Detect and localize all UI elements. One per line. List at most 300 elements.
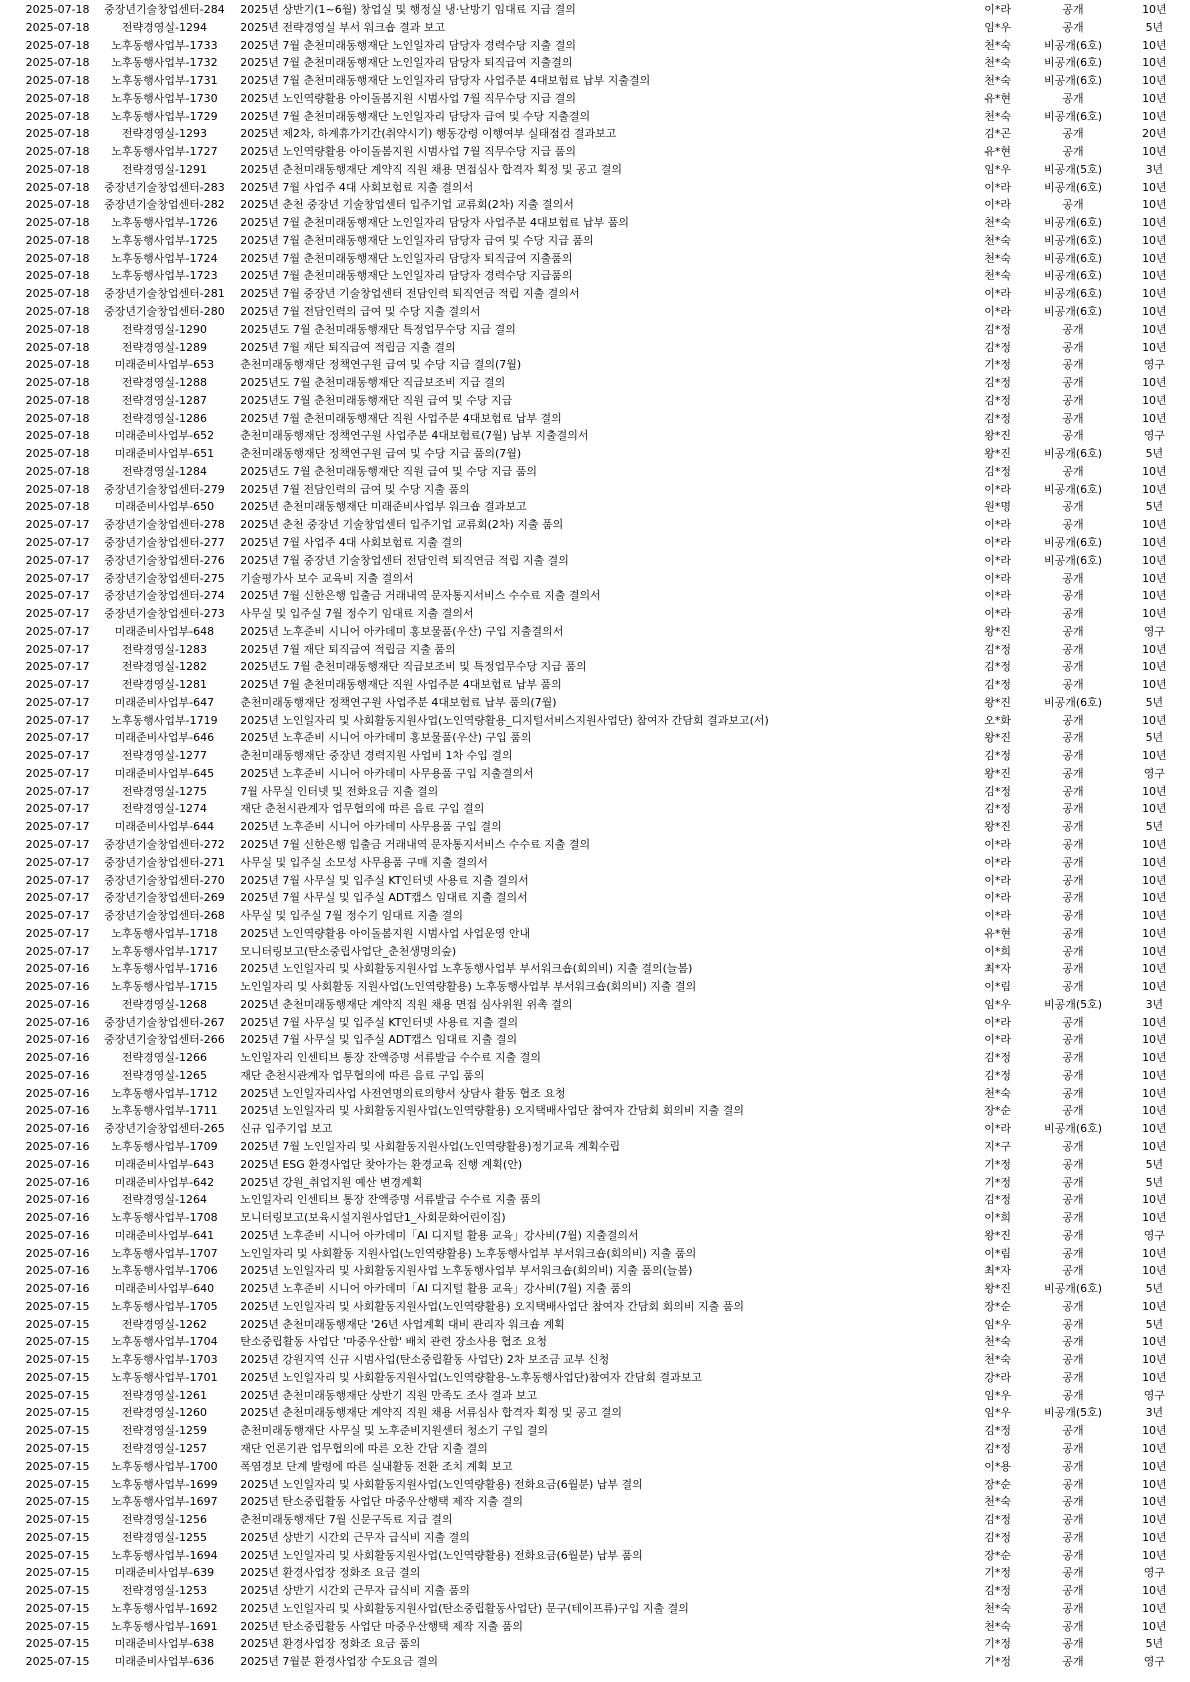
department-doc-number-cell: 노후동행사업부-1717 <box>111 944 218 958</box>
disclosure-status-cell: 비공개(6호) <box>1043 251 1103 265</box>
department-doc-number-cell: 중장년기술창업센터-275 <box>104 571 225 585</box>
retention-period-cell: 영구 <box>1143 358 1165 372</box>
author-cell: 왕*진 <box>984 624 1011 638</box>
table-row <box>0 729 1190 747</box>
table-row <box>0 161 1190 179</box>
document-title-cell: 2025년 노인일자리 및 사회활동지원사업 노후동행사업부 부서워크숍(회의비) 지출 품의(늘봄) <box>240 1264 693 1278</box>
author-cell: 천*숙 <box>984 233 1011 247</box>
date-cell: 2025-07-18 <box>25 447 90 461</box>
author-cell: 이*라 <box>984 909 1011 923</box>
document-title-cell: 2025년 노인일자리 및 사회활동지원사업 노후동행사업부 부서워크숍(회의비) 지출 결의(늘봄) <box>240 962 693 976</box>
author-cell: 강*라 <box>984 1370 1011 1384</box>
retention-period-cell: 5년 <box>1145 1157 1164 1171</box>
document-title-cell: 2025년 강원지역 신규 시범사업(탄소중립활동 사업단) 2차 보조금 교부 신청 <box>240 1353 610 1367</box>
retention-period-cell: 10년 <box>1142 1211 1167 1225</box>
disclosure-status-cell: 비공개(6호) <box>1043 109 1103 123</box>
disclosure-status-cell: 공개 <box>1062 1193 1084 1207</box>
disclosure-status-cell: 공개 <box>1062 429 1084 443</box>
table-row <box>0 658 1190 676</box>
document-title-cell: 2025년도 7월 춘천미래동행재단 직원 급여 및 수당 지급 <box>240 393 513 407</box>
department-doc-number-cell: 미래준비사업부-651 <box>114 447 215 461</box>
retention-period-cell: 10년 <box>1142 1530 1167 1544</box>
retention-period-cell: 10년 <box>1142 1104 1167 1118</box>
retention-period-cell: 10년 <box>1142 837 1167 851</box>
document-title-cell: 모니터링보고(탄소중립사업단_춘천생명의숲) <box>240 944 457 958</box>
department-doc-number-cell: 노후동행사업부-1725 <box>111 233 218 247</box>
retention-period-cell: 10년 <box>1142 589 1167 603</box>
retention-period-cell: 10년 <box>1142 340 1167 354</box>
date-cell: 2025-07-18 <box>25 482 90 496</box>
author-cell: 김*정 <box>984 1193 1011 1207</box>
author-cell: 김*정 <box>984 411 1011 425</box>
retention-period-cell: 10년 <box>1142 571 1167 585</box>
document-title-cell: 2025년 노후준비 시니어 아카데미 사무용품 구입 결의 <box>240 820 502 834</box>
document-title-cell: 2025년 7월 춘천미래동행재단 노인일자리 담당자 경력수당 지급품의 <box>240 269 573 283</box>
date-cell: 2025-07-18 <box>25 109 90 123</box>
department-doc-number-cell: 노후동행사업부-1707 <box>111 1246 218 1260</box>
disclosure-status-cell: 공개 <box>1062 820 1084 834</box>
disclosure-status-cell: 비공개(6호) <box>1043 233 1103 247</box>
retention-period-cell: 5년 <box>1145 695 1164 709</box>
table-row <box>0 854 1190 872</box>
retention-period-cell: 10년 <box>1142 1495 1167 1509</box>
document-title-cell: 2025년 7월 춘천미래동행재단 직원 사업주분 4대보험료 납부 결의 <box>240 411 562 425</box>
date-cell: 2025-07-18 <box>25 91 90 105</box>
disclosure-status-cell: 공개 <box>1062 944 1084 958</box>
disclosure-status-cell: 공개 <box>1062 1317 1084 1331</box>
author-cell: 천*숙 <box>984 1353 1011 1367</box>
author-cell: 이*라 <box>984 1015 1011 1029</box>
author-cell: 기*정 <box>984 358 1011 372</box>
author-cell: 김*정 <box>984 464 1011 478</box>
date-cell: 2025-07-18 <box>25 180 90 194</box>
author-cell: 이*라 <box>984 855 1011 869</box>
department-doc-number-cell: 전략경영실-1288 <box>121 376 207 390</box>
table-row <box>0 1245 1190 1263</box>
retention-period-cell: 10년 <box>1142 660 1167 674</box>
author-cell: 천*숙 <box>984 1086 1011 1100</box>
document-title-cell: 춘천미래동행재단 정책연구원 급여 및 수당 지급 결의(7월) <box>240 358 522 372</box>
table-row <box>0 37 1190 55</box>
document-title-cell: 노인일자리 및 사회활동 지원사업(노인역량활용) 노후동행사업부 부서워크숍(회의비) 지출 결의 <box>240 980 697 994</box>
document-title-cell: 2025년 노후준비 시니어 아카데미「AI 디지털 활용 교육」강사비(7월) 지출결의서 <box>240 1228 639 1242</box>
retention-period-cell: 10년 <box>1142 411 1167 425</box>
author-cell: 김*정 <box>984 784 1011 798</box>
department-doc-number-cell: 노후동행사업부-1724 <box>111 251 218 265</box>
department-doc-number-cell: 중장년기술창업센터-271 <box>104 855 225 869</box>
retention-period-cell: 10년 <box>1142 642 1167 656</box>
author-cell: 김*정 <box>984 642 1011 656</box>
department-doc-number-cell: 중장년기술창업센터-274 <box>104 589 225 603</box>
date-cell: 2025-07-18 <box>25 305 90 319</box>
table-row <box>0 1529 1190 1547</box>
retention-period-cell: 3년 <box>1145 1406 1164 1420</box>
retention-period-cell: 10년 <box>1142 1459 1167 1473</box>
document-title-cell: 2025년 7월 사업주 4대 사회보험료 지출 결의서 <box>240 180 474 194</box>
date-cell: 2025-07-18 <box>25 38 90 52</box>
date-cell: 2025-07-15 <box>25 1459 90 1473</box>
department-doc-number-cell: 노후동행사업부-1705 <box>111 1299 218 1313</box>
retention-period-cell: 10년 <box>1142 1299 1167 1313</box>
date-cell: 2025-07-15 <box>25 1495 90 1509</box>
department-doc-number-cell: 전략경영실-1277 <box>121 749 207 763</box>
retention-period-cell: 10년 <box>1142 56 1167 70</box>
retention-period-cell: 5년 <box>1145 1282 1164 1296</box>
disclosure-status-cell: 비공개(6호) <box>1043 74 1103 88</box>
table-row <box>0 1511 1190 1529</box>
department-doc-number-cell: 전략경영실-1264 <box>121 1193 207 1207</box>
document-title-cell: 사무실 및 입주실 7월 정수기 임대료 지출 결의서 <box>240 607 474 621</box>
retention-period-cell: 10년 <box>1142 962 1167 976</box>
disclosure-status-cell: 공개 <box>1062 500 1084 514</box>
table-row <box>0 907 1190 925</box>
table-row <box>0 1600 1190 1618</box>
table-row <box>0 1 1190 19</box>
document-title-cell: 2025년 노인일자리사업 사전연명의료의향서 상담사 활동 협조 요청 <box>240 1086 566 1100</box>
author-cell: 이*라 <box>984 571 1011 585</box>
date-cell: 2025-07-16 <box>25 1282 90 1296</box>
disclosure-status-cell: 비공개(5호) <box>1043 1406 1103 1420</box>
date-cell: 2025-07-15 <box>25 1370 90 1384</box>
document-title-cell: 2025년 7월 중장년 기술창업센터 전담인력 퇴직연금 적립 지출 결의 <box>240 553 569 567</box>
date-cell: 2025-07-18 <box>25 393 90 407</box>
retention-period-cell: 10년 <box>1142 607 1167 621</box>
department-doc-number-cell: 전략경영실-1259 <box>121 1424 207 1438</box>
table-row <box>0 570 1190 588</box>
retention-period-cell: 영구 <box>1143 624 1165 638</box>
table-row <box>0 1618 1190 1636</box>
table-row <box>0 1031 1190 1049</box>
records-table <box>0 1 1190 1671</box>
disclosure-status-cell: 공개 <box>1062 1264 1084 1278</box>
author-cell: 이*라 <box>984 873 1011 887</box>
date-cell: 2025-07-17 <box>25 607 90 621</box>
table-row <box>0 179 1190 197</box>
document-title-cell: 2025년도 7월 춘천미래동행재단 직급보조비 및 특정업무수당 지급 품의 <box>240 660 587 674</box>
retention-period-cell: 10년 <box>1142 518 1167 532</box>
disclosure-status-cell: 공개 <box>1062 589 1084 603</box>
table-row <box>0 90 1190 108</box>
retention-period-cell: 영구 <box>1143 1228 1165 1242</box>
disclosure-status-cell: 공개 <box>1062 1211 1084 1225</box>
disclosure-status-cell: 공개 <box>1062 1442 1084 1456</box>
department-doc-number-cell: 노후동행사업부-1715 <box>111 980 218 994</box>
retention-period-cell: 10년 <box>1142 376 1167 390</box>
document-title-cell: 2025년 7월 춘천미래동행재단 노인일자리 담당자 사업주분 4대보험료 납부 품의 <box>240 216 629 230</box>
date-cell: 2025-07-18 <box>25 500 90 514</box>
retention-period-cell: 10년 <box>1142 1548 1167 1562</box>
table-row <box>0 1102 1190 1120</box>
document-title-cell: 사무실 및 입주실 소모성 사무용품 구매 지출 결의서 <box>240 855 488 869</box>
retention-period-cell: 5년 <box>1145 731 1164 745</box>
retention-period-cell: 10년 <box>1142 891 1167 905</box>
table-row <box>0 889 1190 907</box>
date-cell: 2025-07-17 <box>25 678 90 692</box>
table-row <box>0 498 1190 516</box>
disclosure-status-cell: 비공개(6호) <box>1043 447 1103 461</box>
department-doc-number-cell: 노후동행사업부-1732 <box>111 56 218 70</box>
table-row <box>0 836 1190 854</box>
department-doc-number-cell: 노후동행사업부-1704 <box>111 1335 218 1349</box>
disclosure-status-cell: 비공개(6호) <box>1043 1122 1103 1136</box>
author-cell: 이*라 <box>984 180 1011 194</box>
author-cell: 김*정 <box>984 393 1011 407</box>
document-title-cell: 2025년도 7월 춘천미래동행재단 직급보조비 지급 결의 <box>240 376 506 390</box>
retention-period-cell: 10년 <box>1142 233 1167 247</box>
retention-period-cell: 영구 <box>1143 1388 1165 1402</box>
date-cell: 2025-07-17 <box>25 784 90 798</box>
disclosure-status-cell: 공개 <box>1062 873 1084 887</box>
retention-period-cell: 10년 <box>1142 1051 1167 1065</box>
document-title-cell: 2025년 노후준비 시니어 아카데미「AI 디지털 활용 교육」강사비(7월) 지출 품의 <box>240 1282 632 1296</box>
disclosure-status-cell: 공개 <box>1062 20 1084 34</box>
disclosure-status-cell: 공개 <box>1062 607 1084 621</box>
disclosure-status-cell: 공개 <box>1062 1068 1084 1082</box>
table-row <box>0 196 1190 214</box>
date-cell: 2025-07-17 <box>25 749 90 763</box>
date-cell: 2025-07-17 <box>25 837 90 851</box>
retention-period-cell: 10년 <box>1142 926 1167 940</box>
document-title-cell: 2025년 7월 중장년 기술창업센터 전담인력 퇴직연금 적립 지출 결의서 <box>240 287 580 301</box>
author-cell: 김*정 <box>984 322 1011 336</box>
document-title-cell: 2025년 7월 사무실 및 입주실 KT인터넷 사용료 지출 결의 <box>240 1015 519 1029</box>
table-row <box>0 1404 1190 1422</box>
department-doc-number-cell: 미래준비사업부-650 <box>114 500 215 514</box>
department-doc-number-cell: 중장년기술창업센터-266 <box>104 1033 225 1047</box>
author-cell: 이*라 <box>984 1033 1011 1047</box>
author-cell: 이*라 <box>984 1122 1011 1136</box>
document-title-cell: 2025년 7월 전담인력의 급여 및 수당 지출 결의서 <box>240 305 481 319</box>
author-cell: 김*정 <box>984 1442 1011 1456</box>
retention-period-cell: 10년 <box>1142 482 1167 496</box>
department-doc-number-cell: 노후동행사업부-1718 <box>111 926 218 940</box>
disclosure-status-cell: 공개 <box>1062 393 1084 407</box>
disclosure-status-cell: 공개 <box>1062 91 1084 105</box>
document-title-cell: 노인일자리 및 사회활동 지원사업(노인역량활용) 노후동행사업부 부서워크숍(회의비) 지출 품의 <box>240 1246 697 1260</box>
retention-period-cell: 10년 <box>1142 322 1167 336</box>
retention-period-cell: 10년 <box>1142 1193 1167 1207</box>
author-cell: 기*정 <box>984 1175 1011 1189</box>
department-doc-number-cell: 노후동행사업부-1729 <box>111 109 218 123</box>
author-cell: 천*숙 <box>984 1495 1011 1509</box>
department-doc-number-cell: 노후동행사업부-1711 <box>111 1104 218 1118</box>
document-title-cell: 노인일자리 인센티브 통장 잔액증명 서류발급 수수료 지출 결의 <box>240 1051 541 1065</box>
retention-period-cell: 10년 <box>1142 1370 1167 1384</box>
document-title-cell: 2025년 7월 춘천미래동행재단 직원 사업주분 4대보험료 납부 품의 <box>240 678 562 692</box>
date-cell: 2025-07-15 <box>25 1317 90 1331</box>
retention-period-cell: 10년 <box>1142 784 1167 798</box>
retention-period-cell: 10년 <box>1142 1513 1167 1527</box>
table-row <box>0 534 1190 552</box>
table-row <box>0 641 1190 659</box>
disclosure-status-cell: 공개 <box>1062 855 1084 869</box>
table-row <box>0 1387 1190 1405</box>
disclosure-status-cell: 공개 <box>1062 1015 1084 1029</box>
document-title-cell: 재단 춘천시관계자 업무협의에 따른 음료 구입 결의 <box>240 802 485 816</box>
table-row <box>0 1635 1190 1653</box>
document-title-cell: 2025년 노인역량활용 아이돌봄지원 시범사업 7월 직무수당 지급 결의 <box>240 91 576 105</box>
department-doc-number-cell: 전략경영실-1266 <box>121 1051 207 1065</box>
date-cell: 2025-07-16 <box>25 1228 90 1242</box>
date-cell: 2025-07-18 <box>25 127 90 141</box>
document-title-cell: 2025년 환경사업장 정화조 요금 결의 <box>240 1566 421 1580</box>
table-row <box>0 800 1190 818</box>
disclosure-status-cell: 공개 <box>1062 1051 1084 1065</box>
document-title-cell: 사무실 및 입주실 7월 정수기 임대료 지출 결의 <box>240 909 463 923</box>
document-title-cell: 춘천미래동행재단 중장년 경력지원 사업비 1차 수입 결의 <box>240 749 513 763</box>
department-doc-number-cell: 노후동행사업부-1730 <box>111 91 218 105</box>
document-title-cell: 2025년 노인역량활용 아이돌봄지원 시범사업 7월 직무수당 지급 품의 <box>240 145 576 159</box>
date-cell: 2025-07-15 <box>25 1548 90 1562</box>
disclosure-status-cell: 공개 <box>1062 1370 1084 1384</box>
date-cell: 2025-07-17 <box>25 553 90 567</box>
document-title-cell: 2025년 춘천 중장년 기술창업센터 입주기업 교류회(2차) 지출 결의서 <box>240 198 574 212</box>
department-doc-number-cell: 전략경영실-1257 <box>121 1442 207 1456</box>
author-cell: 임*우 <box>984 1317 1011 1331</box>
document-title-cell: 2025년 7월 춘천미래동행재단 노인일자리 담당자 퇴직급여 지출품의 <box>240 251 573 265</box>
disclosure-status-cell: 공개 <box>1062 376 1084 390</box>
disclosure-status-cell: 비공개(6호) <box>1043 287 1103 301</box>
retention-period-cell: 10년 <box>1142 91 1167 105</box>
date-cell: 2025-07-18 <box>25 322 90 336</box>
department-doc-number-cell: 전략경영실-1283 <box>121 642 207 656</box>
table-row <box>0 765 1190 783</box>
table-row <box>0 623 1190 641</box>
document-title-cell: 2025년 7월 사업주 4대 사회보험료 지출 결의 <box>240 535 463 549</box>
department-doc-number-cell: 중장년기술창업센터-273 <box>104 607 225 621</box>
table-row <box>0 1191 1190 1209</box>
disclosure-status-cell: 공개 <box>1062 1104 1084 1118</box>
author-cell: 왕*진 <box>984 695 1011 709</box>
date-cell: 2025-07-16 <box>25 1157 90 1171</box>
date-cell: 2025-07-17 <box>25 802 90 816</box>
author-cell: 왕*진 <box>984 1228 1011 1242</box>
document-title-cell: 2025년 노인일자리 및 사회활동지원사업(노인역량활용) 오지택배사업단 참여자 간담회 회의비 지출 품의 <box>240 1299 744 1313</box>
retention-period-cell: 5년 <box>1145 1637 1164 1651</box>
retention-period-cell: 10년 <box>1142 1601 1167 1615</box>
department-doc-number-cell: 중장년기술창업센터-265 <box>104 1122 225 1136</box>
table-row <box>0 481 1190 499</box>
disclosure-status-cell: 비공개(6호) <box>1043 180 1103 194</box>
disclosure-status-cell: 공개 <box>1062 891 1084 905</box>
date-cell: 2025-07-16 <box>25 1264 90 1278</box>
department-doc-number-cell: 미래준비사업부-643 <box>114 1157 215 1171</box>
table-row <box>0 818 1190 836</box>
date-cell: 2025-07-18 <box>25 269 90 283</box>
date-cell: 2025-07-18 <box>25 56 90 70</box>
disclosure-status-cell: 공개 <box>1062 145 1084 159</box>
department-doc-number-cell: 노후동행사업부-1701 <box>111 1370 218 1384</box>
department-doc-number-cell: 중장년기술창업센터-278 <box>104 518 225 532</box>
date-cell: 2025-07-15 <box>25 1637 90 1651</box>
retention-period-cell: 10년 <box>1142 535 1167 549</box>
retention-period-cell: 10년 <box>1142 1246 1167 1260</box>
department-doc-number-cell: 중장년기술창업센터-272 <box>104 837 225 851</box>
author-cell: 김*정 <box>984 802 1011 816</box>
author-cell: 이*림 <box>984 1246 1011 1260</box>
date-cell: 2025-07-15 <box>25 1584 90 1598</box>
author-cell: 천*숙 <box>984 74 1011 88</box>
disclosure-status-cell: 공개 <box>1062 766 1084 780</box>
table-row <box>0 1227 1190 1245</box>
department-doc-number-cell: 전략경영실-1291 <box>121 162 207 176</box>
department-doc-number-cell: 미래준비사업부-639 <box>114 1566 215 1580</box>
disclosure-status-cell: 공개 <box>1062 802 1084 816</box>
document-title-cell: 2025년 7월 춘천미래동행재단 노인일자리 담당자 경력수당 지출 결의 <box>240 38 576 52</box>
disclosure-status-cell: 공개 <box>1062 1388 1084 1402</box>
table-row <box>0 1085 1190 1103</box>
date-cell: 2025-07-16 <box>25 1175 90 1189</box>
retention-period-cell: 10년 <box>1142 1033 1167 1047</box>
disclosure-status-cell: 비공개(5호) <box>1043 162 1103 176</box>
date-cell: 2025-07-18 <box>25 340 90 354</box>
retention-period-cell: 10년 <box>1142 980 1167 994</box>
author-cell: 왕*진 <box>984 766 1011 780</box>
document-title-cell: 2025년 노인일자리 및 사회활동지원사업(노인역량활용-노후동행사업단)참여자 간담회 결과보고 <box>240 1370 703 1384</box>
retention-period-cell: 10년 <box>1142 1140 1167 1153</box>
disclosure-status-cell: 공개 <box>1062 980 1084 994</box>
disclosure-status-cell: 공개 <box>1062 1548 1084 1562</box>
date-cell: 2025-07-17 <box>25 820 90 834</box>
date-cell: 2025-07-18 <box>25 20 90 34</box>
date-cell: 2025-07-16 <box>25 1193 90 1207</box>
author-cell: 이*라 <box>984 837 1011 851</box>
author-cell: 천*숙 <box>984 1619 1011 1633</box>
retention-period-cell: 영구 <box>1143 1655 1165 1669</box>
author-cell: 유*현 <box>984 145 1011 159</box>
author-cell: 천*숙 <box>984 1335 1011 1349</box>
table-row <box>0 1067 1190 1085</box>
document-title-cell: 2025년 노후준비 시니어 아카데미 홍보물품(우산) 구입 지출결의서 <box>240 624 564 638</box>
department-doc-number-cell: 전략경영실-1290 <box>121 322 207 336</box>
document-title-cell: 2025년 춘천 중장년 기술창업센터 입주기업 교류회(2차) 지출 품의 <box>240 518 564 532</box>
department-doc-number-cell: 노후동행사업부-1719 <box>111 713 218 727</box>
department-doc-number-cell: 전략경영실-1284 <box>121 464 207 478</box>
retention-period-cell: 10년 <box>1142 855 1167 869</box>
author-cell: 김*정 <box>984 1424 1011 1438</box>
date-cell: 2025-07-17 <box>25 624 90 638</box>
table-row <box>0 410 1190 428</box>
table-row <box>0 108 1190 126</box>
date-cell: 2025-07-18 <box>25 3 90 16</box>
retention-period-cell: 10년 <box>1142 1442 1167 1456</box>
author-cell: 임*우 <box>984 1388 1011 1402</box>
date-cell: 2025-07-17 <box>25 535 90 549</box>
department-doc-number-cell: 노후동행사업부-1726 <box>111 216 218 230</box>
author-cell: 천*숙 <box>984 1601 1011 1615</box>
table-row <box>0 392 1190 410</box>
department-doc-number-cell: 전략경영실-1265 <box>121 1068 207 1082</box>
date-cell: 2025-07-15 <box>25 1513 90 1527</box>
author-cell: 김*정 <box>984 1513 1011 1527</box>
author-cell: 김*정 <box>984 340 1011 354</box>
document-title-cell: 2025년 탄소중립활동 사업단 마중우산행택 제작 지출 결의 <box>240 1495 523 1509</box>
date-cell: 2025-07-16 <box>25 980 90 994</box>
author-cell: 천*숙 <box>984 38 1011 52</box>
date-cell: 2025-07-18 <box>25 162 90 176</box>
document-title-cell: 2025년 춘천미래동행재단 계약직 직원 채용 면접 심사위원 위촉 결의 <box>240 997 573 1011</box>
department-doc-number-cell: 중장년기술창업센터-277 <box>104 535 225 549</box>
date-cell: 2025-07-16 <box>25 1122 90 1136</box>
department-doc-number-cell: 미래준비사업부-636 <box>114 1655 215 1669</box>
retention-period-cell: 10년 <box>1142 109 1167 123</box>
retention-period-cell: 5년 <box>1145 447 1164 461</box>
author-cell: 왕*진 <box>984 429 1011 443</box>
author-cell: 이*림 <box>984 980 1011 994</box>
disclosure-status-cell: 공개 <box>1062 571 1084 585</box>
table-row <box>0 356 1190 374</box>
table-row <box>0 1564 1190 1582</box>
